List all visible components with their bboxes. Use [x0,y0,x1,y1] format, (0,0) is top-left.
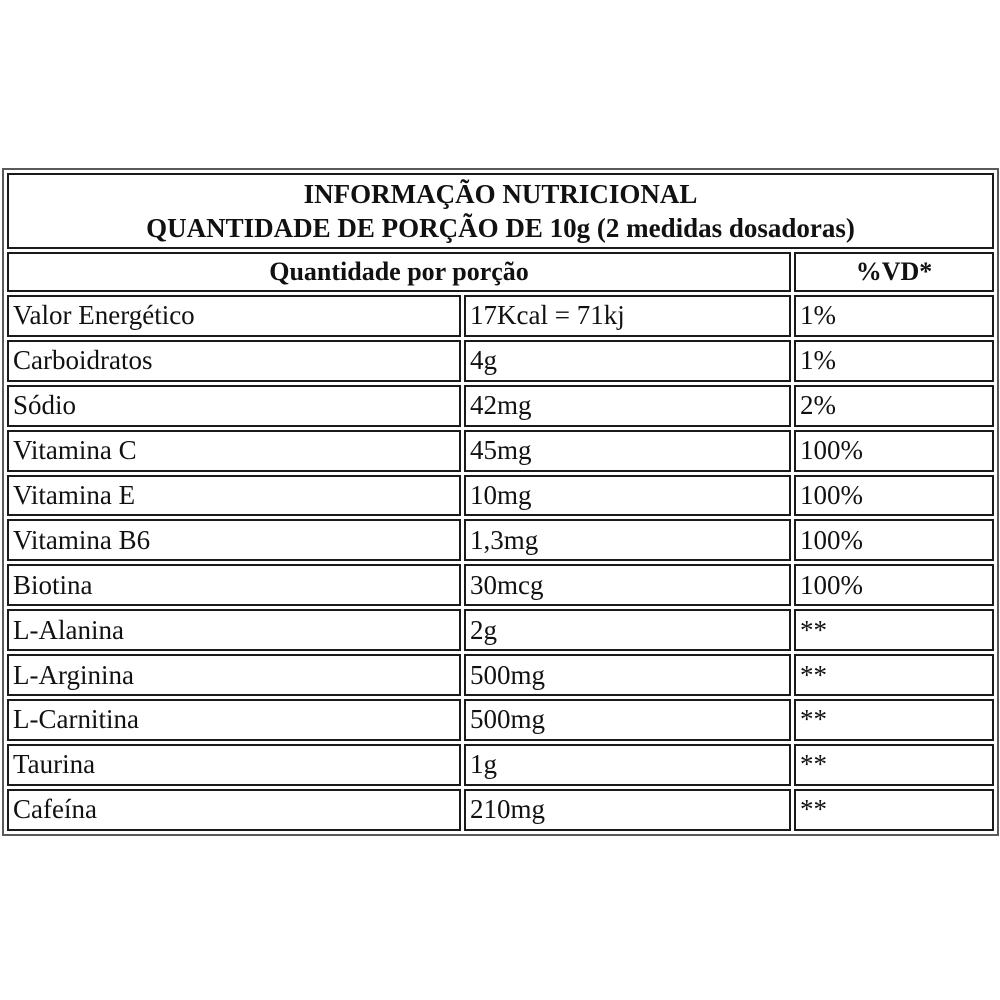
nutrient-vd-cell: ** [794,609,994,651]
nutrient-amount-cell: 500mg [464,654,791,696]
nutrient-vd-cell: 100% [794,564,994,606]
table-row [7,385,994,427]
nutrient-amount-cell: 45mg [464,430,791,472]
nutrient-vd-cell: 100% [794,519,994,561]
nutrient-vd-cell: ** [794,789,994,831]
title-line-2: QUANTIDADE DE PORÇÃO DE 10g (2 medidas dosadoras) [146,213,855,243]
nutrient-amount-cell: 4g [464,340,791,382]
nutrient-name-cell: Vitamina C [7,430,461,472]
header-vd: %VD* [794,252,994,292]
nutrient-amount-cell: 500mg [464,699,791,741]
nutrient-amount-cell: 1g [464,744,791,786]
nutrient-name-cell: Valor Energético [7,295,461,337]
nutrient-name-cell: Biotina [7,564,461,606]
table-title [7,173,994,249]
nutrient-name-cell: Sódio [7,385,461,427]
table-row [7,430,994,472]
nutrient-amount-cell: 210mg [464,789,791,831]
nutrient-vd-cell: 100% [794,430,994,472]
nutrient-name-cell: Cafeína [7,789,461,831]
header-row [7,252,994,292]
nutrient-name-cell: Carboidratos [7,340,461,382]
table-row [7,609,994,651]
nutrient-name-cell: L-Arginina [7,654,461,696]
nutrient-name-cell: L-Carnitina [7,699,461,741]
nutrient-name-cell: L-Alanina [7,609,461,651]
table-row [7,699,994,741]
nutrient-amount-cell: 2g [464,609,791,651]
nutrient-name-cell: Vitamina B6 [7,519,461,561]
nutrient-amount-cell: 1,3mg [464,519,791,561]
table-row [7,295,994,337]
nutrient-vd-cell: 100% [794,475,994,517]
header-portion: Quantidade por porção [7,252,791,292]
nutrient-vd-cell: 1% [794,295,994,337]
table-row [7,744,994,786]
table-row [7,564,994,606]
nutrient-name-cell: Taurina [7,744,461,786]
table-row [7,654,994,696]
nutrition-table [2,168,999,836]
nutrient-amount-cell: 30mcg [464,564,791,606]
nutrient-amount-cell: 10mg [464,475,791,517]
title-line-1: INFORMAÇÃO NUTRICIONAL [303,179,698,209]
nutrient-vd-cell: 1% [794,340,994,382]
title-row [7,173,994,249]
nutrient-vd-cell: ** [794,654,994,696]
table-row [7,340,994,382]
table-row [7,789,994,831]
table-row [7,475,994,517]
table-row [7,519,994,561]
nutrient-vd-cell: ** [794,744,994,786]
nutrient-name-cell: Vitamina E [7,475,461,517]
nutrient-amount-cell: 17Kcal = 71kj [464,295,791,337]
nutrient-vd-cell: 2% [794,385,994,427]
nutrient-amount-cell: 42mg [464,385,791,427]
nutrient-vd-cell: ** [794,699,994,741]
